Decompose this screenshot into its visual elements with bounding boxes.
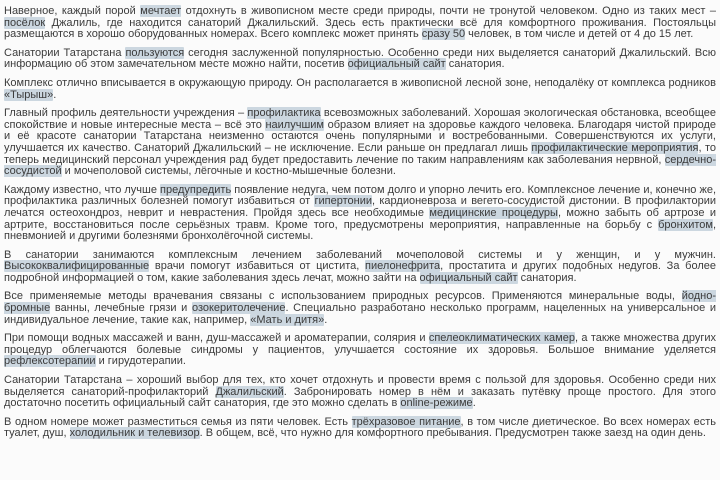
highlighted-word[interactable]: бронхитом xyxy=(658,218,713,231)
text-segment: . xyxy=(53,88,57,101)
highlighted-word[interactable]: Джалильский xyxy=(215,385,284,398)
text-segment: Каждому известно, что лучше xyxy=(4,183,161,196)
text-segment: санатория. xyxy=(445,58,505,71)
text-segment: , кардионевроза и вегето-сосудистой дистонии. В профилактории лечатся остеохондроз, неврит и неврастения. Пройдя здесь все необходимые xyxy=(4,195,716,219)
text-segment: Джалиль, где находится санаторий Джалильский. Здесь есть практически всё для комфортного проживания. Постояльцы размещаются в хорошо оборудованных номерах. Всего комплекс может принять xyxy=(4,16,716,41)
highlighted-word[interactable]: профилактика xyxy=(247,107,321,120)
text-segment: . xyxy=(324,313,328,326)
highlighted-word[interactable]: спелеоклиматических камер xyxy=(428,332,575,345)
paragraph xyxy=(4,185,716,243)
text-segment: отдохнуть в живописном месте среди природы, почти не тронутой человеком. Одно из таких мест – xyxy=(181,5,716,17)
paragraph xyxy=(4,48,716,71)
highlighted-word[interactable]: посёлок xyxy=(4,16,46,29)
text-segment: В одном номере может разместиться семья из пяти человек. Есть xyxy=(4,415,352,428)
text-segment: появление недуга, чем потом долго и упорно лечить его. Комплексное лечение и, конечно же, профилактика различных болезней помогут избавиться от xyxy=(4,183,716,208)
highlighted-word[interactable]: холодильник и телевизор xyxy=(69,427,200,440)
text-segment: человек, в том числе и детей от 4 до 15 лет. xyxy=(465,28,694,41)
text-segment: . Специально разработано несколько программ, нацеленных на универсальное и индивидуальное лечение, такие как, например, xyxy=(4,302,716,326)
highlighted-word[interactable]: йодно-бромные xyxy=(4,290,716,315)
highlighted-word[interactable]: online-режиме xyxy=(400,397,473,410)
highlighted-word[interactable]: официальный сайт xyxy=(347,58,446,71)
text-segment: . Забронировать номер в нём и заказать путёвку проще простого. Для этого достаточно посетить официальный сайт санатория, где это можно сделать в xyxy=(4,385,717,410)
highlighted-word[interactable]: озокеритолечение xyxy=(191,302,286,315)
text-segment: В санатории занимаются комплексным лечением заболеваний мочеполовой системы и у женщин, и у мужчин. xyxy=(4,248,716,261)
highlighted-word[interactable]: «Мать и дитя» xyxy=(250,313,325,326)
text-segment: сегодня заслуженной популярностью. Особенно среди них выделяется санаторий Джалильский. Всю информацию об этом замечательном месте можно найти, посетив xyxy=(4,46,716,71)
text-segment: Все применяемые методы врачевания связаны с использованием природных ресурсов. Применяются минеральные воды, xyxy=(4,290,682,303)
text-segment: Санатории Татарстана – хороший выбор для тех, кто хочет отдохнуть и провести время с пользой для здоровья. Особенно среди них выделяется санаторий-профилакторий xyxy=(4,374,716,398)
highlighted-word[interactable]: медицинские процедуры xyxy=(429,206,558,219)
paragraph xyxy=(4,6,716,41)
text-segment: , пневмонией и другими болезнями бронхолёгочной системы. xyxy=(4,218,716,243)
text-segment: Санатории Татарстана xyxy=(4,46,126,59)
text-segment: образом влияет на здоровье каждого человека. Благодаря чистой природе и её красоте санатории Татарстана неизменно остаются очень популярными и востребованными. Совершенствуются их услуги, улучшается их качество. Санаторий Джалильский – не исключение. Если раньше он предлагал лишь xyxy=(4,118,716,154)
paragraph xyxy=(4,375,716,410)
paragraph xyxy=(4,250,716,285)
text-segment: . В общем, всё, что нужно для комфортного пребывания. Предусмотрен также заезд на один день. xyxy=(199,427,706,440)
text-segment: Наверное, каждый порой xyxy=(4,5,141,17)
text-segment: , простатита и других подобных недугов. За более подробной информацией о том, какие заболевания здесь лечат, можно зайти на xyxy=(4,260,716,284)
text-segment: , можно забыть об артрозе и артрите, восстановиться после серьёзных травм. Кроме того, предусмотрены мероприятия, направленные на борьбу с xyxy=(4,206,717,231)
highlighted-word[interactable]: пиелонефрита xyxy=(365,260,441,273)
highlighted-word[interactable]: профилактические мероприятия xyxy=(531,141,699,154)
highlighted-word[interactable]: сердечно-сосудистой xyxy=(4,153,716,178)
highlighted-word[interactable]: «Тырыш» xyxy=(4,88,54,101)
highlighted-word[interactable]: предупредить xyxy=(160,183,232,196)
text-segment: . xyxy=(472,397,476,410)
paragraph xyxy=(4,333,716,368)
paragraph xyxy=(4,108,716,178)
text-segment: , то теперь медицинский персонал учреждения рад будет предоставить лечение по таким направлениям как заболевания нервной, xyxy=(4,141,716,166)
paragraph xyxy=(4,291,716,326)
text-segment: ванны, лечебные грязи и xyxy=(50,302,192,315)
highlighted-word[interactable]: наилучшим xyxy=(265,118,324,131)
text-segment: Главный профиль деятельности учреждения – xyxy=(4,107,248,120)
highlighted-word[interactable]: мечтает xyxy=(140,5,182,17)
paragraph xyxy=(4,417,716,440)
highlighted-word[interactable]: рефлексотерапии xyxy=(4,355,96,368)
text-segment: Комплекс отлично вписывается в окружающую природу. Он располагается в живописной лесной зоне, неподалёку от комплекса родников xyxy=(4,76,716,89)
text-segment: врачи помогут избавиться от цистита, xyxy=(149,260,366,273)
text-segment: , в том числе диетическое. Во всех номерах есть туалет, душ, xyxy=(4,415,716,440)
text-segment: всевозможных заболеваний. Хорошая экологическая обстановка, всеобщее спокойствие и новые интересные места – всё это xyxy=(4,107,716,131)
highlighted-word[interactable]: пользуются xyxy=(125,46,185,59)
text-segment: и мочеполовой системы, лёгочные и костно-мышечные болезни. xyxy=(61,165,396,178)
highlighted-word[interactable]: сразу 50 xyxy=(421,28,466,41)
paragraph xyxy=(4,78,716,101)
text-segment: и гирудотерапии. xyxy=(95,355,186,368)
highlighted-word[interactable]: гипертонии xyxy=(314,195,372,208)
highlighted-word[interactable]: Высококвалифицированные xyxy=(4,260,150,273)
highlighted-word[interactable]: трёхразовое питание xyxy=(351,415,461,428)
text-segment: При помощи водных массажей и ванн, душ-массажей и ароматерапии, солярия и xyxy=(4,332,429,345)
text-segment: , а также множества других процедур облегчаются болевые синдромы у пациентов, улучшается состояние их здоровья. Большое внимание уделяется xyxy=(4,332,717,356)
highlighted-word[interactable]: официальный сайт xyxy=(419,271,518,284)
text-segment: санатория. xyxy=(517,271,577,284)
